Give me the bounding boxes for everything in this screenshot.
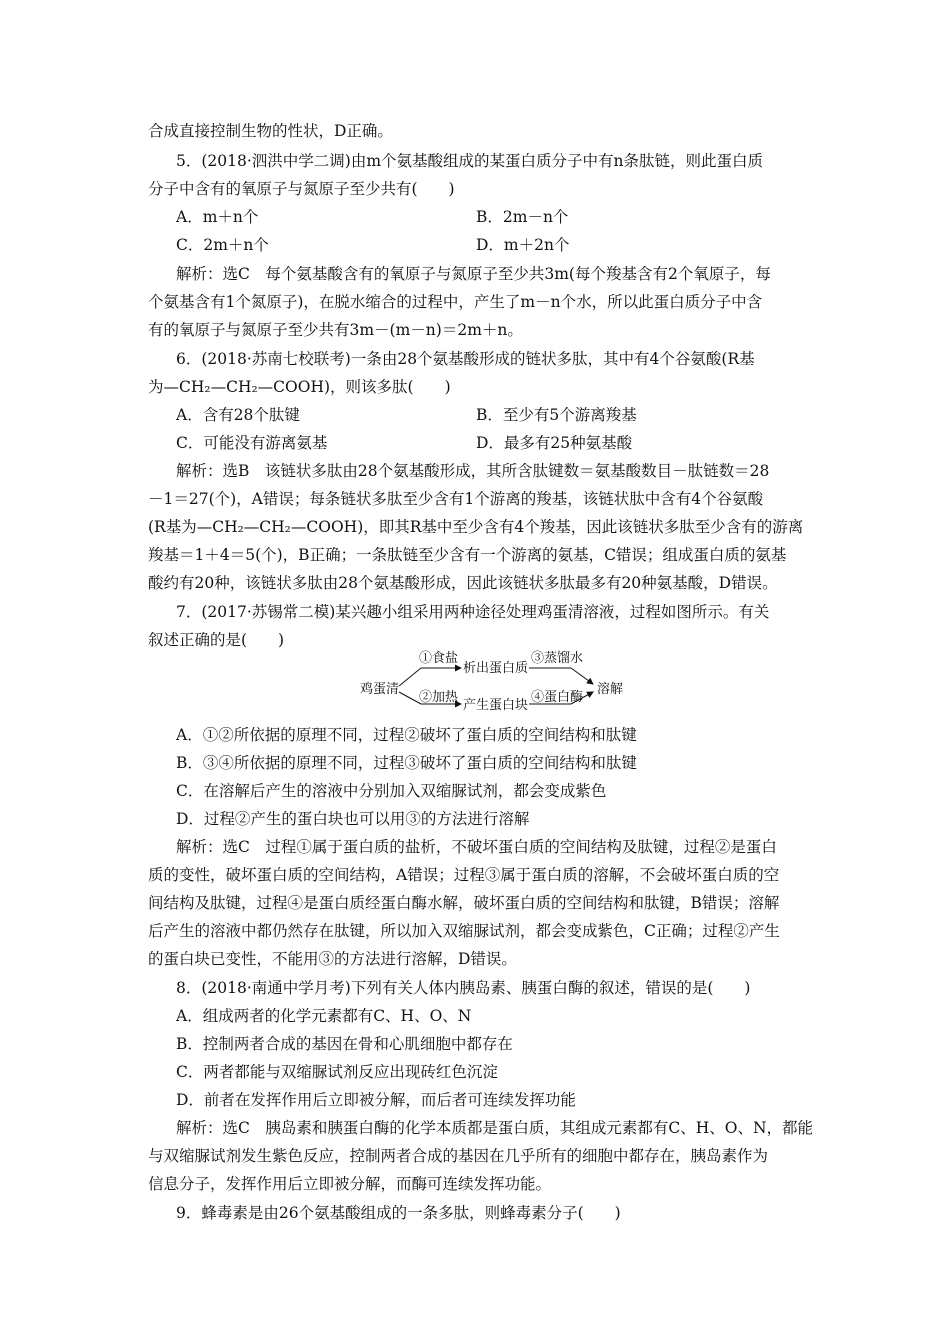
- arrow-step2-a: [399, 692, 421, 704]
- question-6-analysis: 解析：选B 该链状多肽由28个氨基酸形成，其所含肽键数＝氨基酸数目－肽链数＝28: [176, 462, 770, 480]
- egg-white-process-diagram: [355, 648, 635, 718]
- question-5-analysis: 解析：选C 每个氨基酸含有的氧原子与氮原子至少共3m(每个羧基含有2个氧原子，每: [176, 265, 771, 283]
- diagram-step1-label: ①食盐: [419, 651, 459, 666]
- question-5-stem: 5．(2018·泗洪中学二调)由m个氨基酸组成的某蛋白质分子中有n条肽链，则此蛋白质: [176, 152, 764, 170]
- question-6-analysis: (R基为—CH₂—CH₂—COOH)，即其R基中至少含有4个羧基，因此该链状多肽至少含有的游离: [148, 518, 804, 536]
- question-7-analysis: 解析：选C 过程①属于蛋白质的盐析，不破坏蛋白质的空间结构及肽键，过程②是蛋白: [176, 838, 777, 856]
- question-5-option-c: C．2m＋n个: [176, 236, 269, 254]
- question-8-analysis: 与双缩脲试剂发生紫色反应，控制两者合成的基因在几乎所有的细胞中都存在，胰岛素作为: [148, 1147, 769, 1165]
- question-6-option-a: A．含有28个肽键: [176, 406, 300, 424]
- question-7-option-a: A．①②所依据的原理不同，过程②破坏了蛋白质的空间结构和肽键: [176, 726, 637, 744]
- question-5-stem-cont: 分子中含有的氧原子与氮原子至少共有( ): [148, 180, 455, 198]
- question-8-analysis: 信息分子，发挥作用后立即被分解，而酶可连续发挥功能。: [148, 1175, 552, 1193]
- diagram-step3-label: ③蒸馏水: [531, 651, 584, 666]
- question-6-analysis: 羧基＝1＋4＝5(个)，B正确；一条肽链至少含有一个游离的氨基，C错误；组成蛋白质的氨基: [148, 546, 787, 564]
- diagram-mid-bottom-label: 产生蛋白块: [463, 698, 529, 713]
- question-6-stem-cont: 为—CH₂—CH₂—COOH)，则该多肽( ): [148, 378, 451, 396]
- question-5-option-a: A．m＋n个: [176, 208, 259, 226]
- question-9-stem: 9．蜂毒素是由26个氨基酸组成的一条多肽，则蜂毒素分子( ): [176, 1204, 621, 1222]
- diagram-end-label: 溶解: [597, 682, 624, 697]
- question-7-analysis: 后产生的溶液中都仍然存在肽键，所以加入双缩脲试剂，都会变成紫色，C正确；过程②产生: [148, 922, 780, 940]
- question-7-option-d: D．过程②产生的蛋白块也可以用③的方法进行溶解: [176, 810, 530, 828]
- question-8-option-a: A．组成两者的化学元素都有C、H、O、N: [176, 1007, 472, 1025]
- text-line: 合成直接控制生物的性状，D正确。: [148, 122, 393, 140]
- question-5-option-b: B．2m－n个: [476, 208, 569, 226]
- diagram-start-label: 鸡蛋清: [360, 682, 400, 697]
- arrow-step3-b: [571, 668, 593, 684]
- diagram-step4-label: ④蛋白酶: [531, 690, 584, 705]
- question-7-analysis: 的蛋白块已变性，不能用③的方法进行溶解，D错误。: [148, 950, 517, 968]
- question-7-analysis: 质的变性，破坏蛋白质的空间结构，A错误；过程③属于蛋白质的溶解，不会破坏蛋白质的空: [148, 866, 780, 884]
- question-7-option-c: C．在溶解后产生的溶液中分别加入双缩脲试剂，都会变成紫色: [176, 782, 607, 800]
- question-8-stem: 8．(2018·南通中学月考)下列有关人体内胰岛素、胰蛋白酶的叙述，错误的是( ): [176, 979, 751, 997]
- question-6-stem: 6．(2018·苏南七校联考)一条由28个氨基酸形成的链状多肽，其中有4个谷氨酸(R基: [176, 350, 755, 368]
- question-5-option-d: D．m＋2n个: [476, 236, 570, 254]
- question-8-option-b: B．控制两者合成的基因在骨和心肌细胞中都存在: [176, 1035, 513, 1053]
- question-7-stem: 7．(2017·苏锡常二模)某兴趣小组采用两种途径处理鸡蛋清溶液，过程如图所示。有关: [176, 603, 770, 621]
- question-7-option-b: B．③④所依据的原理不同，过程③破坏了蛋白质的空间结构和肽键: [176, 754, 637, 772]
- question-8-analysis: 解析：选C 胰岛素和胰蛋白酶的化学本质都是蛋白质，其组成元素都有C、H、O、N，都能: [176, 1119, 814, 1137]
- question-8-option-d: D．前者在发挥作用后立即被分解，而后者可连续发挥功能: [176, 1091, 576, 1109]
- question-6-option-c: C．可能没有游离氨基: [176, 434, 328, 452]
- question-6-analysis: 酸约有20种，该链状多肽由28个氨基酸形成，因此该链状多肽最多有20种氨基酸，D错误。: [148, 574, 778, 592]
- question-6-analysis: －1＝27(个)，A错误；每条链状多肽至少含有1个游离的羧基，该链状肽中含有4个谷氨酸: [148, 490, 764, 508]
- question-7-stem-cont: 叙述正确的是( ): [148, 631, 285, 649]
- diagram-step2-label: ②加热: [419, 690, 459, 705]
- question-5-analysis: 个氨基含有1个氮原子)，在脱水缩合的过程中，产生了m－n个水，所以此蛋白质分子中含: [148, 293, 763, 311]
- arrow-step1-a: [399, 668, 421, 686]
- question-7-analysis: 间结构及肽键，过程④是蛋白质经蛋白酶水解，破坏蛋白质的空间结构和肽键，B错误；溶解: [148, 894, 780, 912]
- question-6-option-b: B．至少有5个游离羧基: [476, 406, 637, 424]
- question-5-analysis: 有的氧原子与氮原子至少共有3m－(m－n)＝2m＋n。: [148, 321, 523, 339]
- diagram-mid-top-label: 析出蛋白质: [463, 661, 529, 676]
- question-6-option-d: D．最多有25种氨基酸: [476, 434, 633, 452]
- question-8-option-c: C．两者都能与双缩脲试剂反应出现砖红色沉淀: [176, 1063, 498, 1081]
